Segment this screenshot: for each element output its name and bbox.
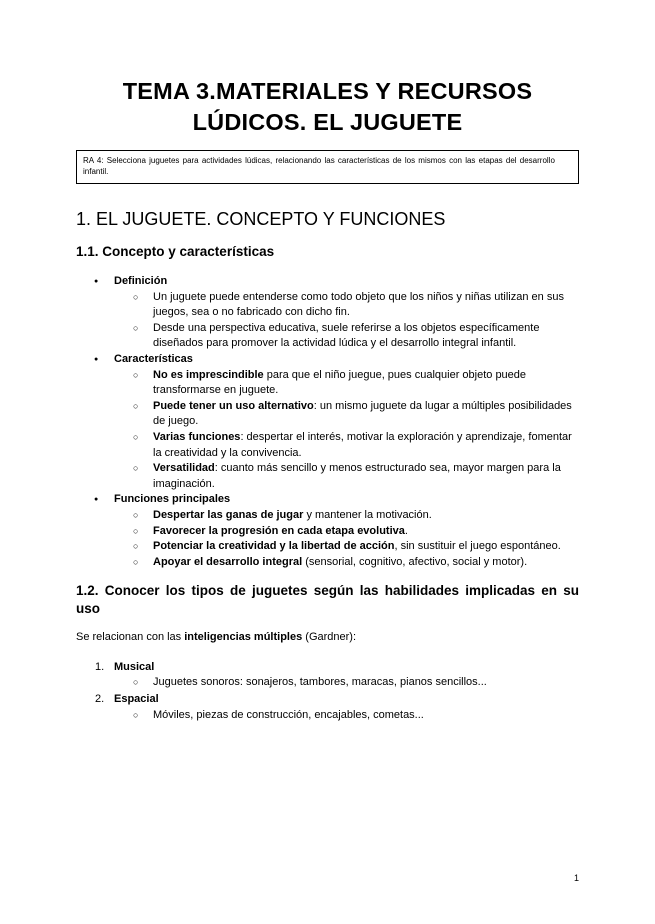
list-item xyxy=(114,555,579,571)
item-text: y mantener la motivación. xyxy=(303,508,432,521)
concept-list xyxy=(76,274,579,570)
funciones-label: Funciones principales xyxy=(114,493,231,506)
intro-paragraph xyxy=(76,630,579,646)
item-number: 1. xyxy=(95,660,105,673)
list-item xyxy=(114,508,579,524)
item-bold: Varias funciones xyxy=(153,430,241,443)
item-text: (sensorial, cognitivo, afectivo, social y motor). xyxy=(302,555,528,568)
item-bold: Favorecer la progresión en cada etapa evolutiva xyxy=(153,524,405,537)
item-label: Musical xyxy=(114,660,155,673)
list-item xyxy=(114,430,579,461)
funciones-sublist xyxy=(114,508,579,570)
item-bold: Puede tener un uso alternativo xyxy=(153,399,314,412)
item-bold: Despertar las ganas de jugar xyxy=(153,508,304,521)
numbered-item-musical xyxy=(76,660,579,691)
intelligences-list xyxy=(76,660,579,723)
item-text: , sin sustituir el juego espontáneo. xyxy=(394,540,561,553)
list-item: ○ Desde una perspectiva educativa, suele referirse a los objetos específicamente diseñados para promover la actividad lúdica y el desarrollo integral infantil. xyxy=(114,321,579,352)
list-item xyxy=(114,539,579,555)
numbered-item-espacial xyxy=(76,692,579,723)
item-text: : despertar el interés, motivar la exploración y aprendizaje, fomentar la creatividad y la convivencia. xyxy=(153,430,572,459)
musical-sublist xyxy=(114,675,579,691)
list-item xyxy=(114,461,579,492)
list-item-definicion xyxy=(76,274,579,352)
section-1-heading: 1. EL JUGUETE. CONCEPTO Y FUNCIONES xyxy=(76,209,446,229)
subsection-1-2-heading: 1.2. Conocer los tipos de juguetes según las habilidades implicadas en su uso xyxy=(76,583,579,617)
caracteristicas-sublist xyxy=(114,368,579,493)
item-bold: No es imprescindible xyxy=(153,368,264,381)
document-page xyxy=(0,76,655,924)
item-bold: Versatilidad xyxy=(153,462,215,475)
intro-bold: inteligencias múltiples xyxy=(184,631,303,644)
item-number: 2. xyxy=(95,693,105,706)
title-line-2: LÚDICOS. EL JUGUETE xyxy=(192,109,463,135)
definicion-sublist xyxy=(114,290,579,352)
definicion-label: Definición xyxy=(114,275,168,287)
list-item: ○ Móviles, piezas de construcción, encajables, cometas... xyxy=(114,708,579,724)
item-text: para que el niño juegue, pues cualquier objeto puede transformarse en juguete. xyxy=(153,368,527,397)
list-item: ○ Juguetes sonoros: sonajeros, tambores, maracas, pianos sencillos... xyxy=(114,675,579,691)
item-label: Espacial xyxy=(114,693,159,706)
list-item xyxy=(114,399,579,430)
document-title xyxy=(76,76,579,138)
list-item xyxy=(114,524,579,540)
title-line-1: TEMA 3.MATERIALES Y RECURSOS xyxy=(122,78,533,104)
subsection-1-1-heading: 1.1. Concepto y características xyxy=(76,244,275,259)
item-text: : cuanto más sencillo y menos estructurado sea, mayor margen para la imaginación. xyxy=(153,462,561,490)
page-number: 1 xyxy=(573,873,579,883)
item-bold: Potenciar la creatividad y la libertad de acción xyxy=(153,540,395,553)
intro-pre: Se relacionan con las xyxy=(76,631,185,644)
list-item-funciones xyxy=(76,492,579,570)
caracteristicas-label: Características xyxy=(114,352,193,365)
list-item: ○ Un juguete puede entenderse como todo objeto que los niños y niñas utilizan en sus juegos, sea o no fabricado con dicho fin. xyxy=(114,290,579,321)
intro-post: (Gardner): xyxy=(302,631,357,644)
list-item xyxy=(114,368,579,399)
learning-outcome-box: RA 4: Selecciona juguetes para actividades lúdicas, relacionando las características de los mismos con las etapas del desarrollo infantil. xyxy=(76,150,579,184)
item-bold: Apoyar el desarrollo integral xyxy=(153,555,303,568)
espacial-sublist xyxy=(114,708,579,724)
item-text: . xyxy=(404,524,408,537)
item-text: : un mismo juguete da lugar a múltiples posibilidades de juego. xyxy=(153,399,572,428)
list-item-caracteristicas xyxy=(76,352,579,492)
